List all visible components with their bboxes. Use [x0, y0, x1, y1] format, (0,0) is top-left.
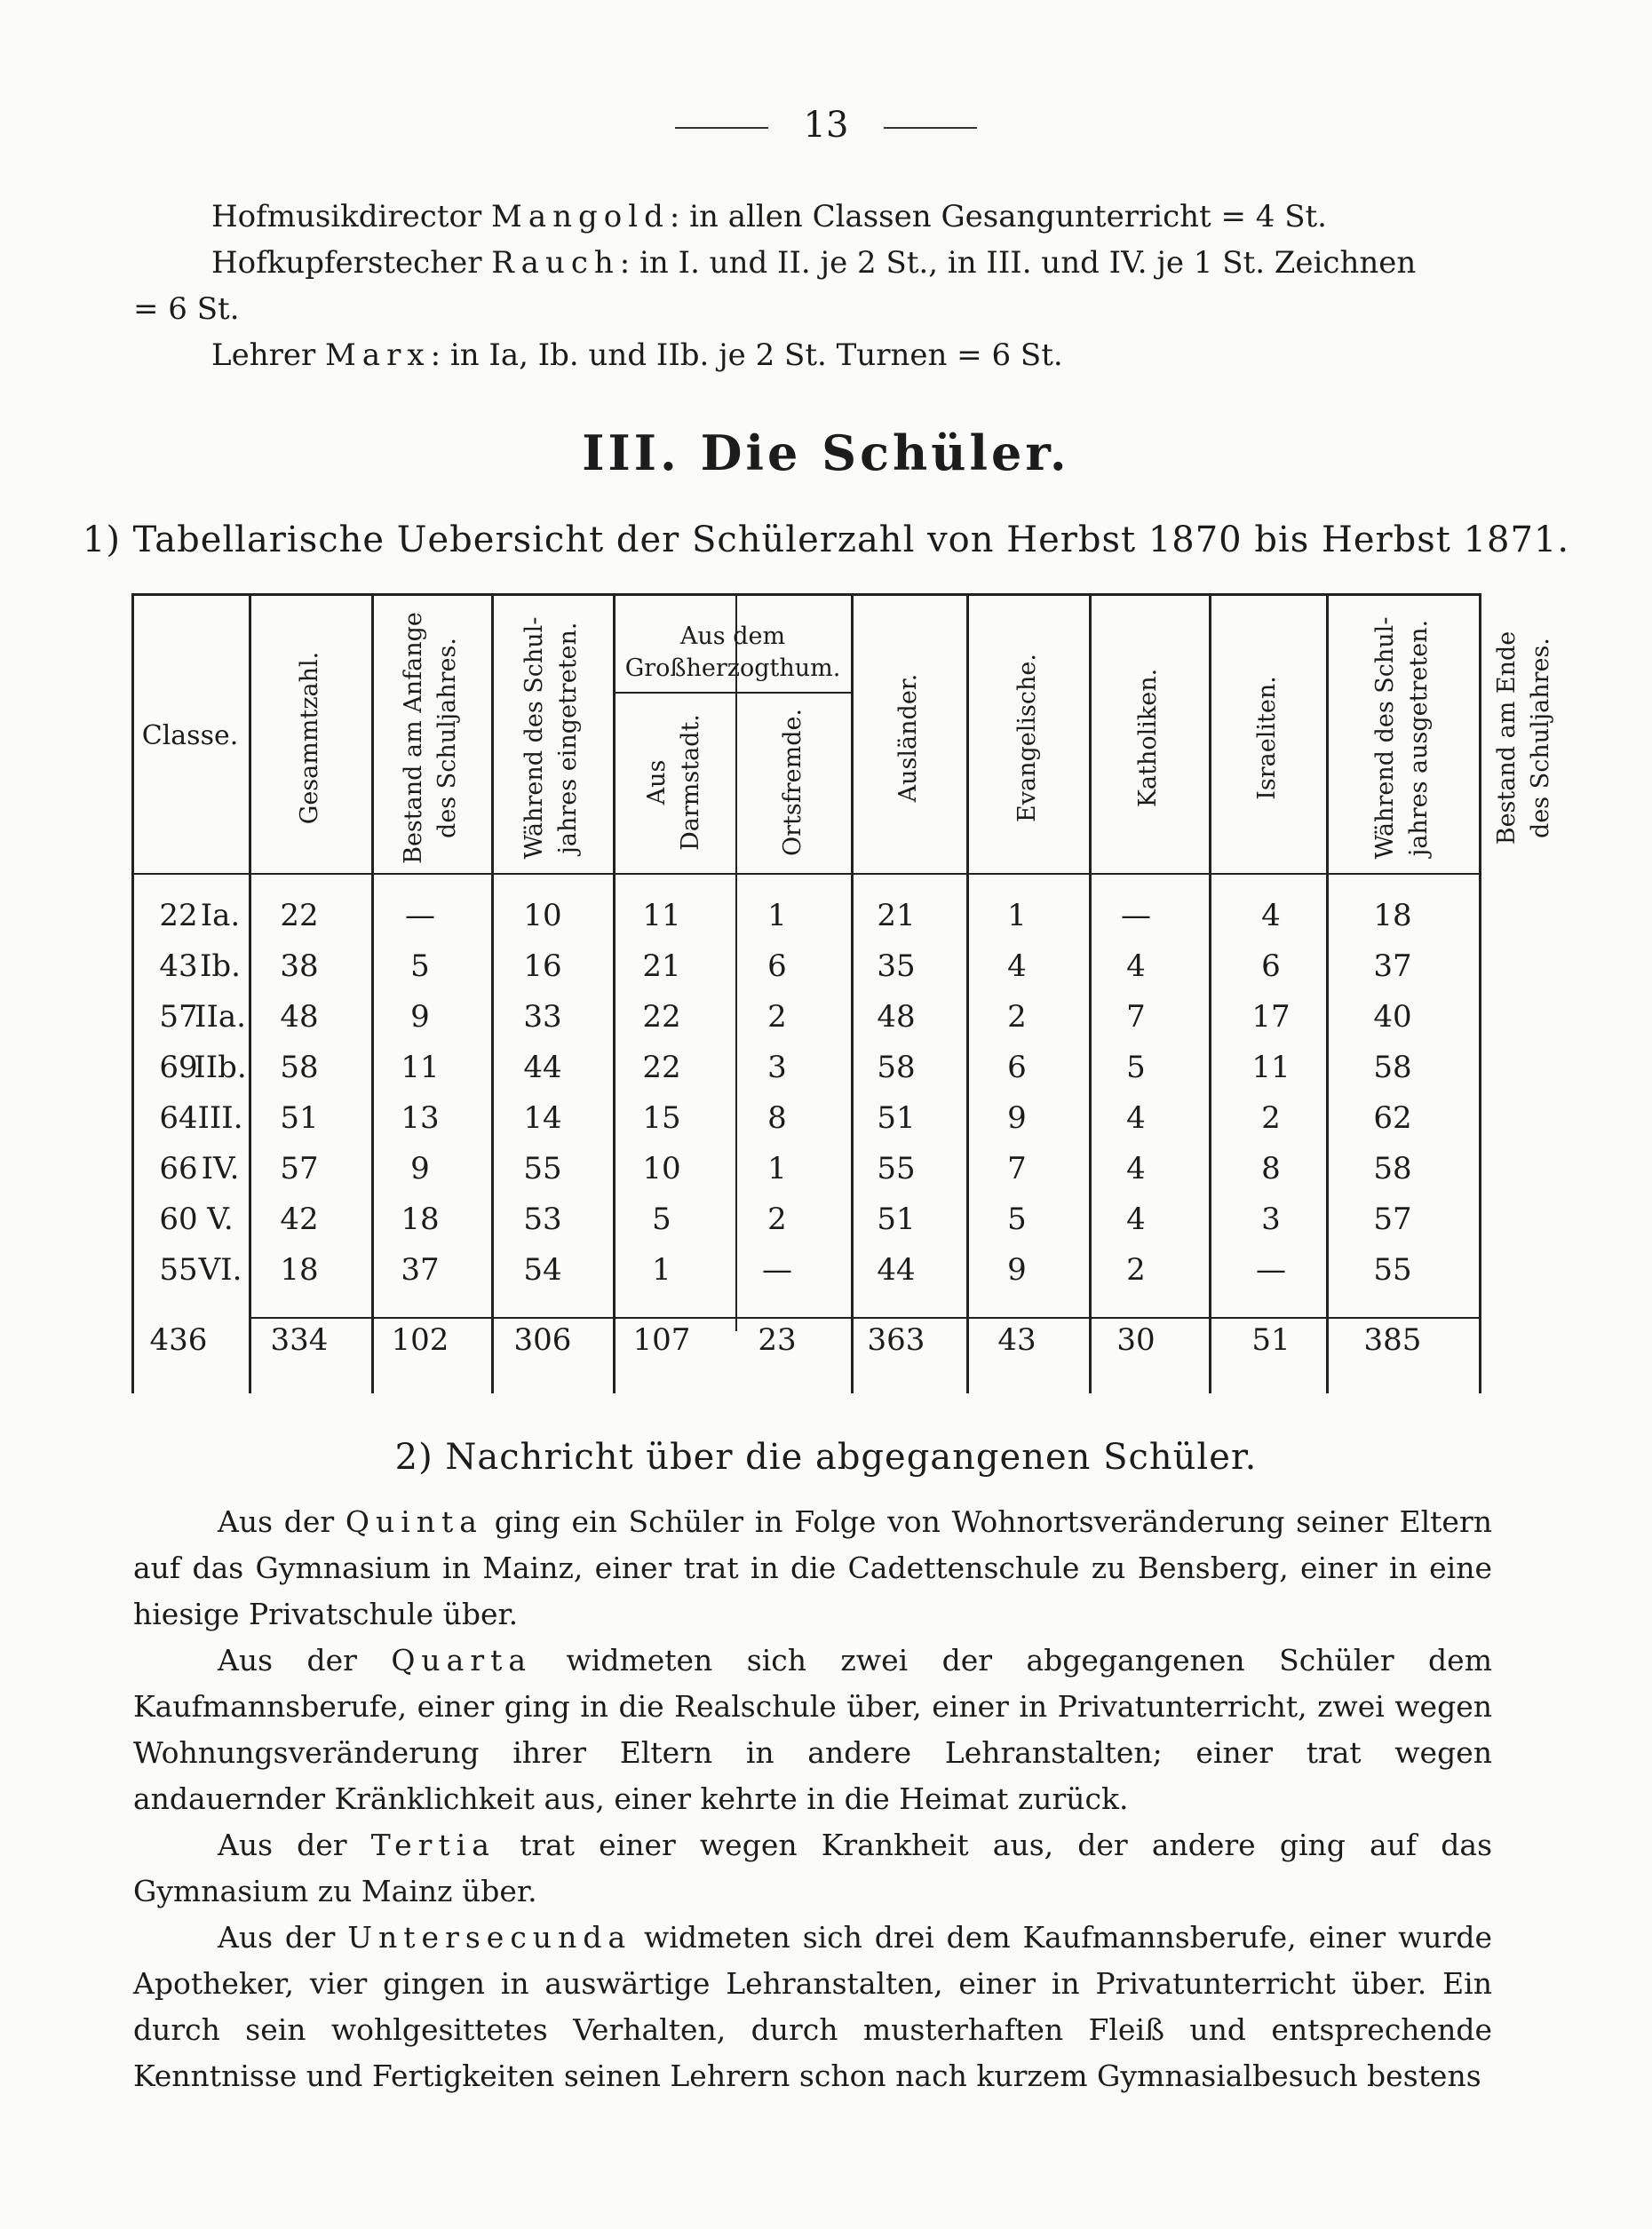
staff-line-mangold: [133, 194, 1492, 240]
table-cell: 11: [642, 898, 681, 933]
paragraph-text: trat einer wegen Krankheit aus, der andere ging auf das Gymnasium zu Mainz über.: [133, 1828, 1492, 1908]
table-cell: 53: [523, 1202, 562, 1237]
row-classe-label: III.: [197, 1100, 243, 1136]
row-classe-label: VI.: [198, 1252, 242, 1288]
table-cell: 4: [1126, 1151, 1146, 1186]
table-cell: 37: [1373, 948, 1412, 984]
paragraph: [133, 1822, 1492, 1915]
staff-name: Rauch: [491, 245, 620, 281]
table-cell: 44: [523, 1050, 562, 1085]
table-cell: 4: [1261, 898, 1281, 933]
table-cell: 10: [523, 898, 562, 933]
row-classe-label: IIa.: [195, 999, 246, 1035]
header-bestand-ende: [1490, 631, 1558, 845]
paragraph-text: widmeten sich zwei der abgegangenen Schüler dem Kaufmannsberufe, einer ging in die Realschule über, einer in Privatunterricht, zwei wegen Wohnungsveränderung ihrer Eltern in andere Lehranstalten; einer trat wegen andauernder Kränklichkeit aus, einer kehrte in die Heimat zurück.: [133, 1643, 1492, 1816]
table-cell: 5: [1126, 1050, 1146, 1085]
table-cell: 54: [523, 1252, 562, 1288]
table-cell: 18: [280, 1252, 319, 1288]
row-classe-label: V.: [207, 1202, 234, 1237]
table-cell: 9: [1007, 1100, 1027, 1136]
table-cell: 33: [523, 999, 562, 1035]
table-cell: 48: [877, 999, 916, 1035]
table-cell: 18: [1373, 898, 1412, 933]
page-number-rule-right: [884, 127, 977, 129]
header-aus-dem-grossherzogthum: [613, 621, 853, 685]
class-name: Tertia: [370, 1828, 496, 1862]
total-cell: 30: [1116, 1322, 1156, 1358]
header-line: Bestand am Anfange: [400, 612, 427, 864]
total-cell: 385: [1363, 1322, 1422, 1358]
total-cell: 107: [632, 1322, 691, 1358]
table-cell: 15: [642, 1100, 681, 1136]
table-cell: 43: [159, 948, 198, 984]
header-line: des Schuljahres.: [433, 638, 461, 838]
header-line: jahres ausgetreten.: [1405, 619, 1433, 857]
paragraph-text: widmeten sich drei dem Kaufmannsberufe, einer wurde Apotheker, vier gingen in auswärtige Lehranstalten, einer in Privatunterricht über. Ein durch sein wohlgesittetes Verhalten, durch musterhaften Fleiß und entsprechende Kenntnisse und Fertigkeiten seinen Lehrern schon nach kurzem Gymnasialbesuch bestens: [133, 1920, 1492, 2093]
staff-role: Hofmusikdirector: [211, 199, 482, 234]
paragraph-text: Aus der: [218, 1643, 392, 1678]
table-cell: 17: [1251, 999, 1291, 1035]
total-cell: 23: [758, 1322, 797, 1358]
table-cell: 11: [401, 1050, 440, 1085]
header-israeliten: Israeliten.: [1253, 676, 1281, 800]
total-cell: 363: [867, 1322, 925, 1358]
header-ausgetreten: [1369, 617, 1436, 860]
staff-duty: : in I. und II. je 2 St., in III. und IV. je 1 St. Zeichnen: [619, 245, 1417, 281]
departed-students-text: [133, 1499, 1492, 2099]
student-statistics-table: [131, 593, 1554, 1393]
table-cell: 4: [1126, 1100, 1146, 1136]
header-bestand-anfang: [397, 612, 465, 864]
group-header-rule: [613, 692, 853, 694]
header-auslaender: Ausländer.: [894, 673, 922, 803]
table-cell: 60: [159, 1202, 198, 1237]
table-cell: 51: [877, 1202, 916, 1237]
staff-duty: : in Ia, Ib. und IIb. je 2 St. Turnen = 6 St.: [430, 337, 1063, 373]
table-cell: 9: [1007, 1252, 1027, 1288]
table-cell: 2: [767, 999, 787, 1035]
table-cell: 57: [159, 999, 198, 1035]
table-cell: 4: [1126, 948, 1146, 984]
staff-assignments: [133, 194, 1492, 378]
section-title: III. Die Schüler.: [582, 424, 1070, 481]
table-cell: 11: [1251, 1050, 1291, 1085]
class-name: Quarta: [391, 1643, 533, 1678]
staff-name: Marx: [325, 337, 431, 373]
table-cell: 8: [1261, 1151, 1281, 1186]
row-classe-label: IV.: [201, 1151, 240, 1186]
page-number-text: 13: [803, 105, 849, 146]
table-cell: 2: [1261, 1100, 1281, 1136]
header-bottom-rule: [131, 873, 1481, 875]
paragraph-text: Aus der: [218, 1828, 371, 1862]
table-cell: 4: [1007, 948, 1027, 984]
table-cell: 55: [523, 1151, 562, 1186]
table-cell: 48: [280, 999, 319, 1035]
staff-line-marx: [133, 332, 1492, 378]
table-cell: 1: [767, 898, 787, 933]
table-cell: 55: [1373, 1252, 1412, 1288]
header-line: des Schuljahres.: [1527, 638, 1554, 838]
staff-line-rauch: [133, 240, 1492, 286]
table-cell: 55: [159, 1252, 198, 1288]
header-line: jahres eingetreten.: [554, 622, 582, 854]
paragraph: [133, 1638, 1492, 1822]
table-cell: 2: [1126, 1252, 1146, 1288]
table-cell: 51: [280, 1100, 319, 1136]
table-cell: 69: [159, 1050, 198, 1085]
table-cell: 4: [1126, 1202, 1146, 1237]
table-title: 1) Tabellarische Uebersicht der Schülerzahl von Herbst 1870 bis Herbst 1871.: [82, 520, 1570, 560]
staff-duty: : in allen Classen Gesangunterricht = 4 St.: [669, 199, 1327, 234]
table-cell: 9: [410, 1151, 430, 1186]
table-cell: 57: [1373, 1202, 1412, 1237]
row-classe-label: Ia.: [200, 898, 241, 933]
total-cell: 43: [997, 1322, 1036, 1358]
header-line: Aus dem: [679, 623, 786, 650]
table-cell: 44: [877, 1252, 916, 1288]
table-cell: 58: [1373, 1151, 1412, 1186]
header-ortsfremde: Ortsfremde.: [779, 708, 806, 857]
class-name: Untersecunda: [347, 1920, 632, 1955]
paragraph: [133, 1499, 1492, 1638]
table-cell: 6: [1007, 1050, 1027, 1085]
table-cell: 7: [1007, 1151, 1027, 1186]
table-cell: 5: [1007, 1202, 1027, 1237]
table-cell: 64: [159, 1100, 198, 1136]
table-cell: 57: [280, 1151, 319, 1186]
table-cell: 2: [1007, 999, 1027, 1035]
header-evangelische: Evangelische.: [1013, 654, 1041, 822]
table-cell: 58: [1373, 1050, 1412, 1085]
paragraph-text: Aus der: [218, 1504, 345, 1539]
table-cell: 22: [280, 898, 319, 933]
paragraph-text: Aus der: [218, 1920, 348, 1955]
table-cell: 6: [767, 948, 787, 984]
page-number: [0, 105, 1652, 146]
table-cell: 22: [642, 1050, 681, 1085]
table-cell: 14: [523, 1100, 562, 1136]
table-cell: —: [405, 898, 435, 933]
table-cell: 58: [280, 1050, 319, 1085]
table-cell: 7: [1126, 999, 1146, 1035]
total-cell: 102: [391, 1322, 449, 1358]
header-line: Bestand am Ende: [1493, 631, 1521, 845]
header-gesammtzahl: Gesammtzahl.: [296, 651, 323, 825]
header-line: Großherzogthum.: [624, 654, 841, 682]
header-classe: Classe.: [141, 720, 239, 751]
table-cell: 1: [652, 1252, 671, 1288]
table-cell: 5: [652, 1202, 671, 1237]
staff-name: Mangold: [491, 199, 670, 234]
table-cell: —: [1256, 1252, 1286, 1288]
table-cell: 42: [280, 1202, 319, 1237]
table-cell: 66: [159, 1151, 198, 1186]
table-cell: 22: [642, 999, 681, 1035]
table-cell: 21: [877, 898, 916, 933]
subsection-title: 2) Nachricht über die abgegangenen Schüler.: [394, 1437, 1258, 1478]
row-classe-label: Ib.: [199, 948, 241, 984]
total-cell: 436: [149, 1322, 208, 1358]
header-line: Aus: [643, 759, 671, 805]
table-cell: 13: [401, 1100, 440, 1136]
table-border-right: [1479, 596, 1481, 1393]
table-cell: 21: [642, 948, 681, 984]
table-cell: 2: [767, 1202, 787, 1237]
table-cell: 16: [523, 948, 562, 984]
column-divider: [1209, 596, 1211, 1393]
table-cell: 38: [280, 948, 319, 984]
total-cell: 306: [513, 1322, 572, 1358]
paragraph: [133, 1915, 1492, 2099]
table-cell: 6: [1261, 948, 1281, 984]
table-cell: 18: [401, 1202, 440, 1237]
column-divider: [1326, 596, 1329, 1393]
table-cell: 51: [877, 1100, 916, 1136]
table-cell: 5: [410, 948, 430, 984]
table-cell: 9: [410, 999, 430, 1035]
table-cell: 1: [1007, 898, 1027, 933]
table-cell: —: [1121, 898, 1151, 933]
header-line: Während des Schul-: [520, 616, 548, 860]
staff-role: Hofkupferstecher: [211, 245, 482, 281]
table-cell: 62: [1373, 1100, 1412, 1136]
table-cell: 58: [877, 1050, 916, 1085]
row-classe-label: IIb.: [194, 1050, 247, 1085]
table-cell: 35: [877, 948, 916, 984]
table-cell: 8: [767, 1100, 787, 1136]
header-line: Während des Schul-: [1371, 616, 1399, 860]
table-cell: —: [762, 1252, 792, 1288]
page-number-rule-left: [675, 127, 768, 129]
table-cell: 10: [642, 1151, 681, 1186]
table-cell: 37: [401, 1252, 440, 1288]
table-cell: 40: [1373, 999, 1412, 1035]
header-katholiken: Katholiken.: [1134, 668, 1162, 808]
table-cell: 3: [767, 1050, 787, 1085]
paragraph-text: ging ein Schüler in Folge von Wohnortsveränderung seiner Eltern auf das Gymnasium in Mainz, einer trat in die Cadettenschule zu Bensberg, einer in eine hiesige Privatschule über.: [133, 1504, 1492, 1631]
class-name: Quinta: [345, 1504, 483, 1539]
header-darmstadt: [640, 714, 708, 851]
table-cell: 22: [159, 898, 198, 933]
header-eingetreten: [518, 617, 585, 860]
totals-rule: [249, 1317, 1481, 1319]
table-cell: 3: [1261, 1202, 1281, 1237]
total-cell: 334: [270, 1322, 329, 1358]
table-cell: 55: [877, 1151, 916, 1186]
staff-role: Lehrer: [211, 337, 316, 373]
staff-line-rauch-cont: = 6 St.: [133, 291, 240, 327]
total-cell: 51: [1251, 1322, 1291, 1358]
header-line: Darmstadt.: [677, 714, 704, 851]
table-cell: 1: [767, 1151, 787, 1186]
